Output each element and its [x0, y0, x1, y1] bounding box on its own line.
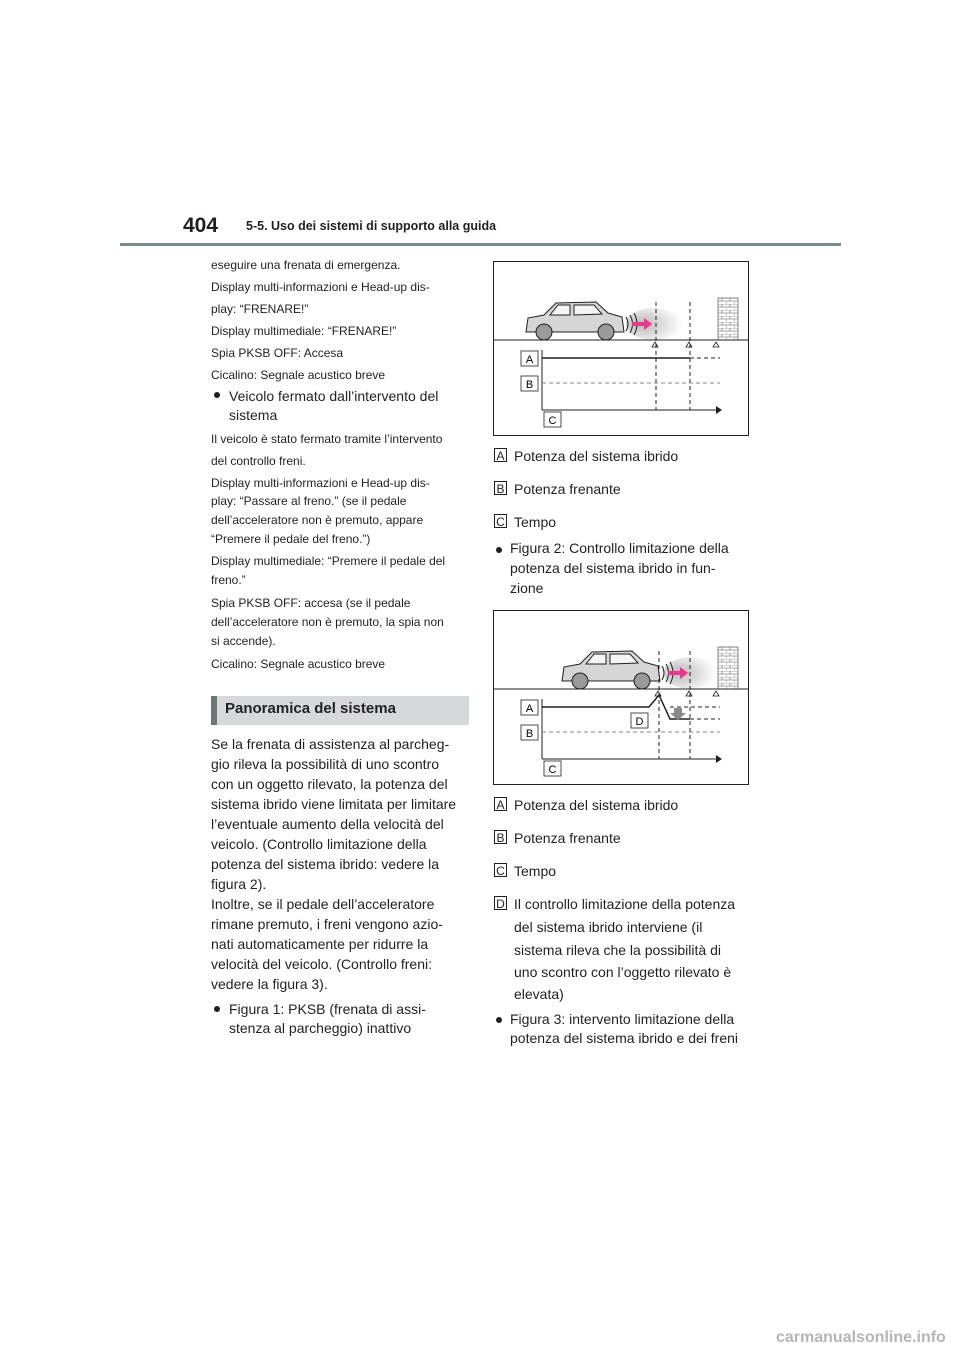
- text-line: Spia PKSB OFF: accesa (se il pedale: [211, 596, 411, 610]
- header-rule: [120, 243, 841, 246]
- figure-1: [493, 261, 749, 436]
- bullet-icon: [496, 1017, 502, 1023]
- label-c: C: [548, 415, 557, 427]
- text-line: si accende).: [211, 634, 276, 648]
- text-line: Display multimediale: “FRENARE!”: [211, 324, 397, 338]
- legend-text: Tempo: [514, 514, 557, 530]
- legend-key-c: C: [494, 514, 507, 528]
- text-line: Cicalino: Segnale acustico breve: [211, 657, 386, 671]
- car-icon: [562, 651, 660, 689]
- legend-key-a: A: [494, 448, 507, 462]
- bullet-text: Figura 1: PKSB (frenata di assi-: [229, 1001, 426, 1017]
- paragraph-line: veicolo. (Controllo limitazione della: [211, 836, 427, 852]
- text-line: play: “FRENARE!”: [211, 302, 309, 316]
- bullet-icon: [214, 392, 220, 398]
- paragraph-line: vedere la figura 3).: [211, 976, 328, 992]
- bullet-text: Figura 2: Controllo limitazione della: [510, 540, 729, 556]
- legend-text: elevata): [514, 986, 564, 1002]
- legend-key-b: B: [494, 830, 507, 844]
- legend-text: Potenza del sistema ibrido: [514, 797, 679, 813]
- power-line: [542, 695, 690, 719]
- paragraph-line: figura 2).: [211, 876, 267, 892]
- bullet-text: Figura 3: intervento limitazione della: [510, 1011, 735, 1027]
- paragraph-line: sistema ibrido viene limitata per limitare: [211, 796, 457, 812]
- legend-key-d: D: [494, 896, 507, 910]
- wall-icon: [718, 298, 738, 340]
- legend-text: Il controllo limitazione della potenza: [514, 896, 736, 912]
- section-heading-text: Panoramica del sistema: [225, 700, 396, 717]
- section-heading: [211, 696, 469, 725]
- paragraph-line: rimane premuto, i freni vengono azio-: [211, 916, 443, 932]
- wall-icon: [718, 647, 738, 689]
- legend-text: Tempo: [514, 863, 557, 879]
- car-icon: [526, 302, 624, 340]
- legend-text: uno scontro con l’oggetto rilevato è: [514, 964, 732, 980]
- paragraph-line: con un oggetto rilevato, la potenza del: [211, 776, 448, 792]
- bullet-text: stenza al parcheggio) inattivo: [229, 1020, 412, 1036]
- watermark: carmanualsonline.info: [776, 1329, 946, 1346]
- bullet-icon: [214, 1006, 220, 1012]
- figure-1-diagram: [494, 262, 748, 435]
- text-line: play: “Passare al freno.” (se il pedale: [211, 494, 407, 508]
- text-line: Spia PKSB OFF: Accesa: [211, 346, 344, 360]
- down-arrow-icon: [670, 708, 686, 720]
- bullet-text: Veicolo fermato dall’intervento del: [229, 388, 439, 404]
- paragraph-line: velocità del veicolo. (Controllo freni:: [211, 956, 432, 972]
- text-line: dell’acceleratore non è premuto, la spia non: [211, 615, 444, 629]
- legend-key-a: A: [494, 797, 507, 811]
- legend-key-b: B: [494, 481, 507, 495]
- legend-text: Potenza del sistema ibrido: [514, 448, 679, 464]
- paragraph-line: Se la frenata di assistenza al parcheg-: [211, 736, 450, 752]
- paragraph-line: l’eventuale aumento della velocità del: [211, 816, 444, 832]
- paragraph-line: potenza del sistema ibrido: vedere la: [211, 856, 440, 872]
- text-line: freno.”: [211, 573, 246, 587]
- legend-text: del sistema ibrido interviene (il: [514, 919, 703, 935]
- text-line: del controllo freni.: [211, 454, 306, 468]
- paragraph-line: gio rileva la possibilità di uno scontro: [211, 756, 440, 772]
- text-line: Display multi-informazioni e Head-up dis-: [211, 280, 430, 294]
- text-line: eseguire una frenata di emergenza.: [211, 258, 401, 272]
- legend-text: Potenza frenante: [514, 481, 621, 497]
- text-line: “Premere il pedale del freno.”): [211, 532, 371, 546]
- bullet-text: potenza del sistema ibrido in fun-: [510, 560, 716, 576]
- label-a: A: [525, 354, 534, 366]
- text-line: Cicalino: Segnale acustico breve: [211, 368, 386, 382]
- figure-2-diagram: [494, 611, 748, 784]
- text-line: Display multimediale: “Premere il pedale del: [211, 554, 446, 568]
- legend-key-c: C: [494, 863, 507, 877]
- label-a: A: [525, 703, 534, 715]
- text-line: dell’acceleratore non è premuto, appare: [211, 513, 424, 527]
- bullet-text: potenza del sistema ibrido e dei freni: [510, 1030, 739, 1046]
- text-line: Display multi-informazioni e Head-up dis-: [211, 476, 430, 490]
- text-line: Il veicolo è stato fermato tramite l’intervento: [211, 432, 443, 446]
- label-b: B: [525, 379, 534, 391]
- bullet-text: sistema: [229, 407, 278, 423]
- section-title: 5-5. Uso dei sistemi di supporto alla guida: [246, 219, 497, 233]
- label-d: D: [635, 716, 644, 728]
- bullet-text: zione: [510, 580, 544, 596]
- label-c: C: [548, 764, 557, 776]
- paragraph-line: nati automaticamente per ridurre la: [211, 936, 429, 952]
- legend-text: Potenza frenante: [514, 830, 621, 846]
- legend-text: sistema rileva che la possibilità di: [514, 942, 721, 958]
- bullet-icon: [496, 547, 502, 553]
- page-number: 404: [183, 214, 219, 237]
- figure-2: [493, 610, 749, 785]
- paragraph-line: Inoltre, se il pedale dell’acceleratore: [211, 896, 435, 912]
- label-b: B: [525, 728, 534, 740]
